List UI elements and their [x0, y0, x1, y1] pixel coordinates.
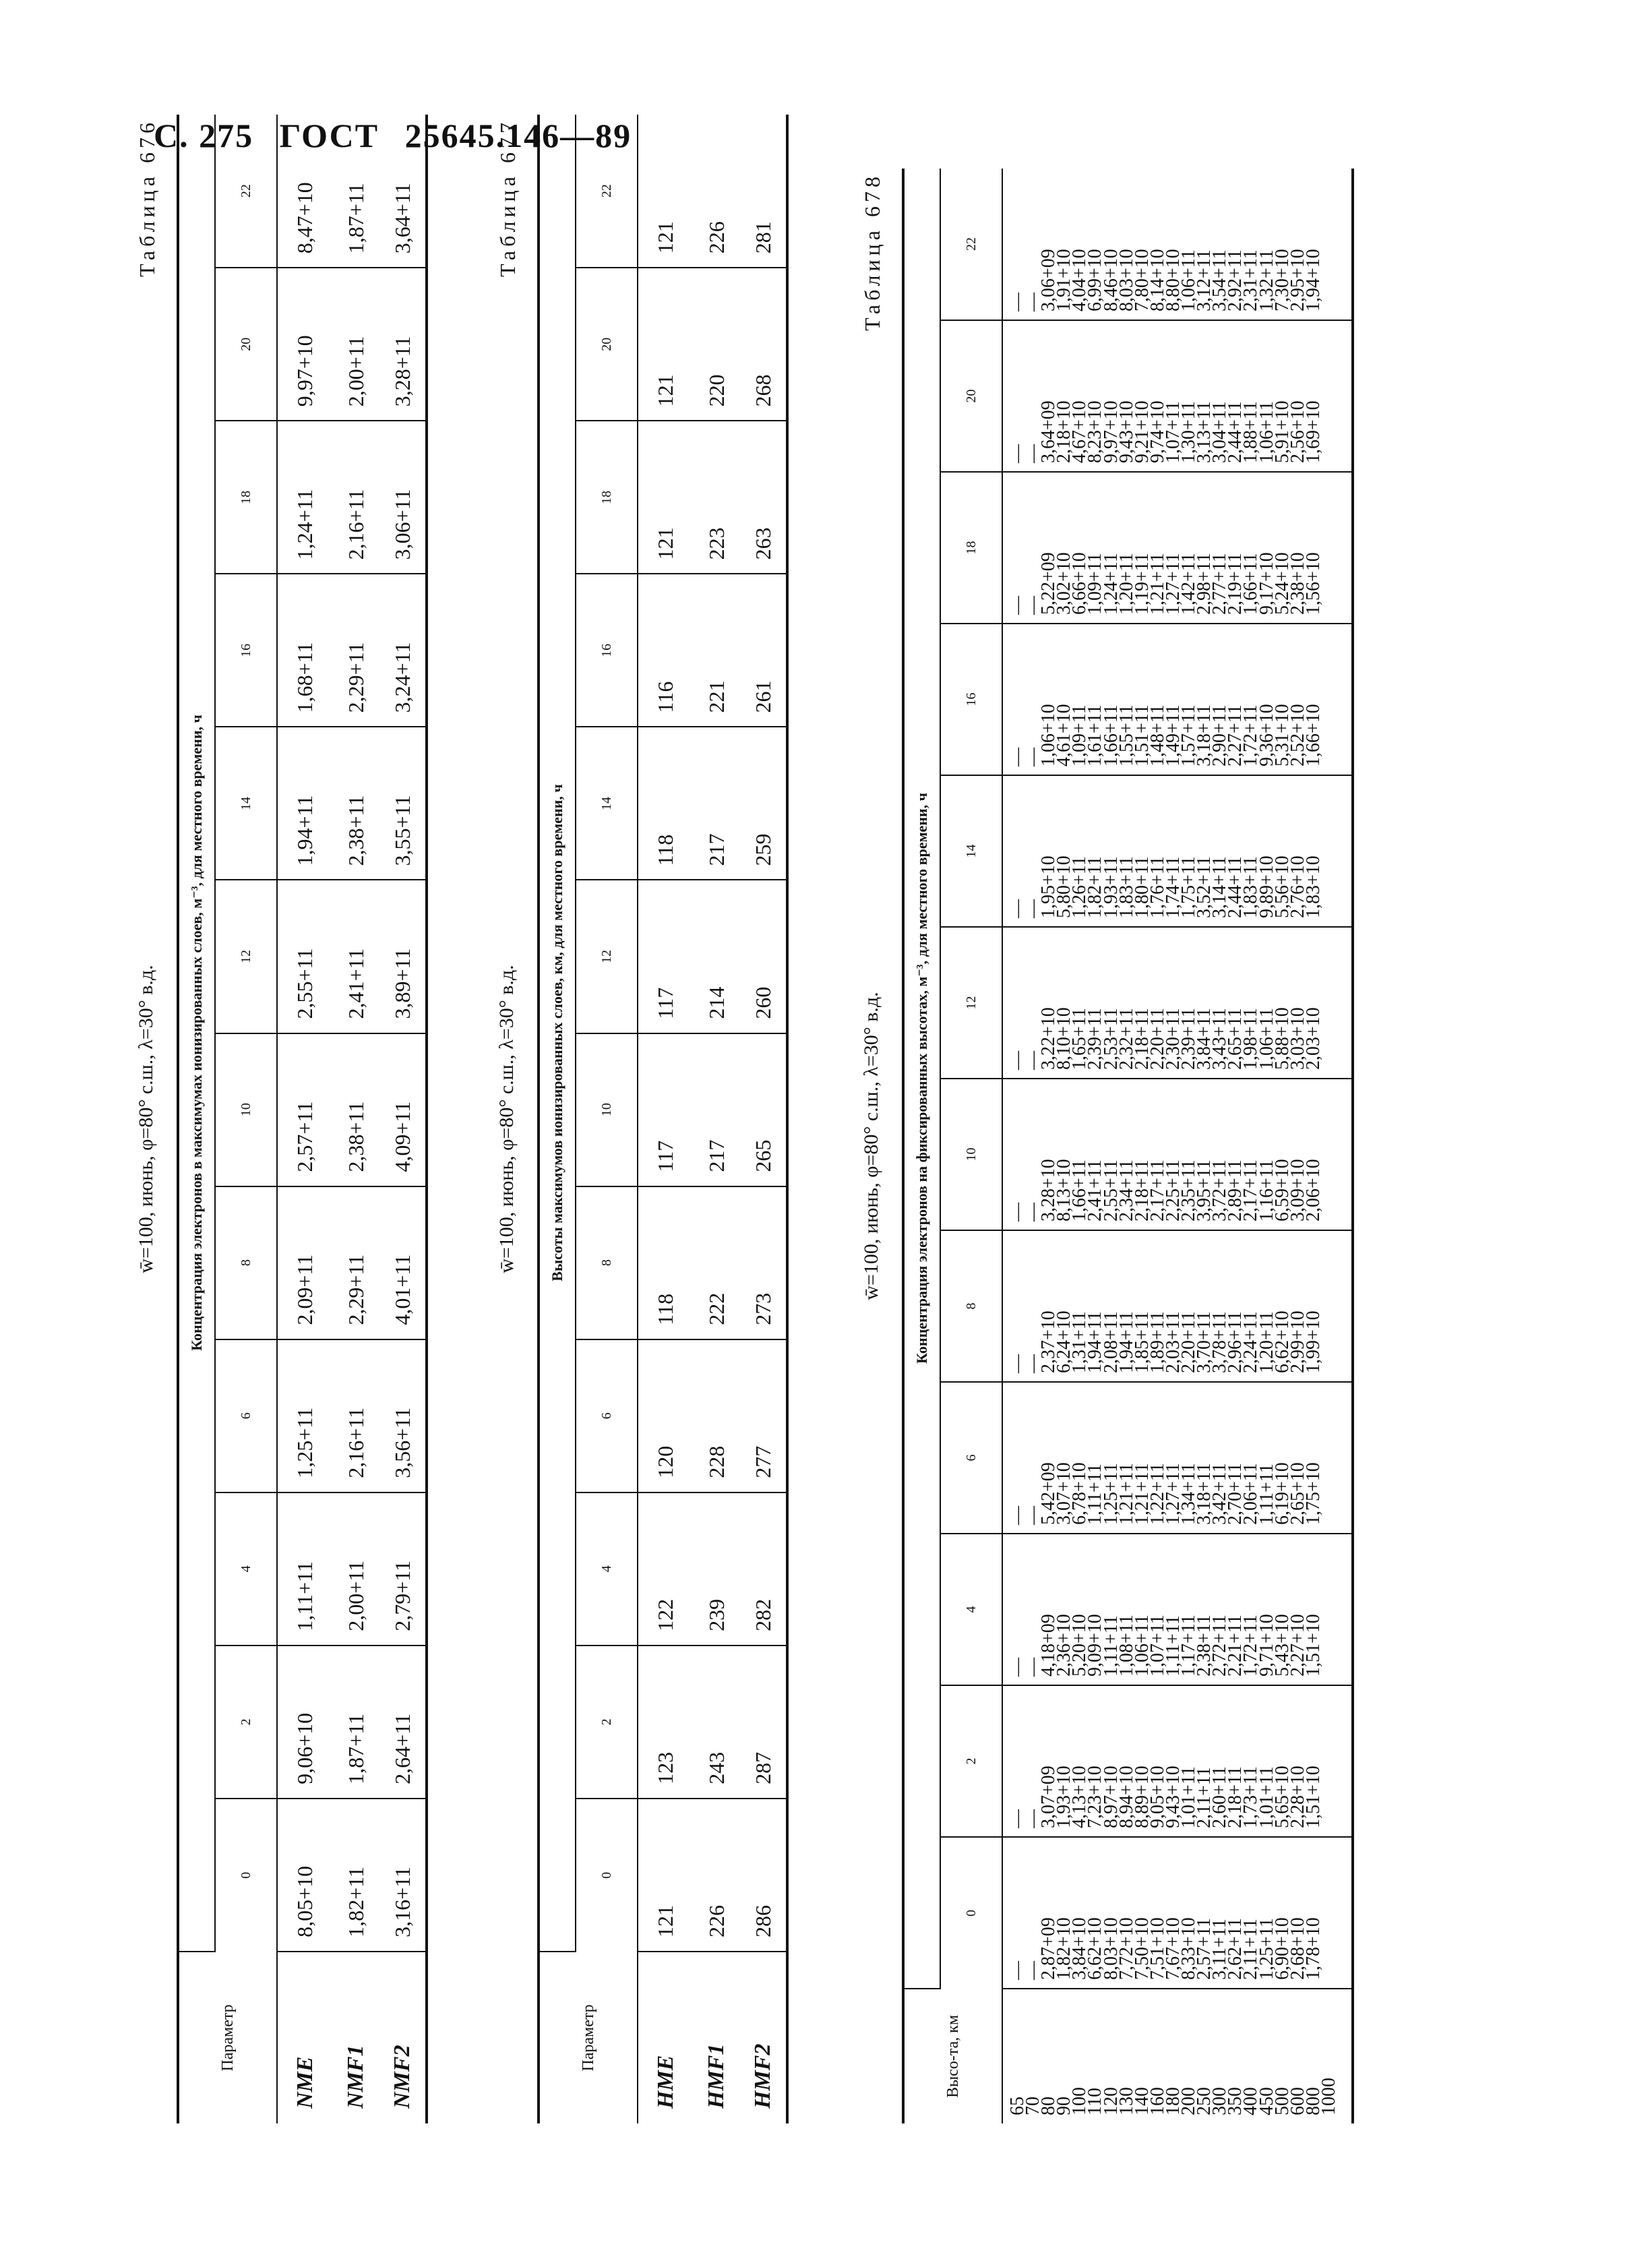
- hour-header: 4: [576, 1492, 638, 1646]
- hour-header: 2: [940, 1685, 1002, 1837]
- table-cell: 4,01+11: [379, 1186, 427, 1339]
- values-column: — — 2,37+10 6,24+10 1,31+11 1,94+11 2,08+11 1,94+11 1,85+11 1,89+11 2,03+11 2,20+11 3,70+11 3,78+11 2,96+11 2,24+11 1,20+11 6,62+10 2,99+10 1,99+10: [1002, 1230, 1353, 1382]
- group-header: Концентрация электронов в максимумах ионизированных слоев, м⁻³, для местного времени, ч: [178, 115, 215, 1952]
- table-cell: 2,64+11: [379, 1646, 427, 1799]
- table-row: [1002, 169, 1353, 2123]
- table-cell: 1,87+11: [332, 115, 379, 268]
- table-cell: 222: [693, 1186, 740, 1339]
- table-cell: 239: [693, 1492, 740, 1646]
- table-cell: 118: [638, 727, 693, 880]
- hour-header: 12: [215, 880, 277, 1033]
- heights-column: 65 70 80 90 100 110 120 130 140 160 180 200 250 300 350 400 450 500 600 800 1000: [1002, 1989, 1353, 2123]
- table-row: [638, 115, 693, 2123]
- table-cell: 8,05+10: [277, 1799, 332, 1952]
- values-column: — — 5,42+09 3,07+10 6,78+10 1,11+11 1,25+11 1,21+11 1,21+11 1,22+11 1,27+11 1,34+11 3,18+11 3,42+11 2,70+11 2,06+11 1,11+11 6,19+10 2,65+10 1,75+10: [1002, 1382, 1353, 1534]
- data-table: [537, 115, 789, 2123]
- table-cell: 226: [693, 115, 740, 268]
- hour-header: 10: [215, 1033, 277, 1186]
- table-cell: 8,47+10: [277, 115, 332, 268]
- table-cell: 2,79+11: [379, 1492, 427, 1646]
- hour-header: 16: [940, 624, 1002, 775]
- data-table: [902, 169, 1354, 2123]
- param-header: Параметр: [579, 2004, 597, 2072]
- table-cell: 121: [638, 115, 693, 268]
- hour-header: 22: [940, 169, 1002, 320]
- table-cell: 2,55+11: [277, 880, 332, 1033]
- table-cell: 2,38+11: [332, 1033, 379, 1186]
- table-cell: 121: [638, 421, 693, 574]
- hour-header: 6: [940, 1382, 1002, 1534]
- values-column: — — 3,07+09 1,93+10 4,13+10 7,23+10 8,97+10 8,94+10 8,89+10 9,05+10 9,43+10 1,01+11 2,11+11 2,60+11 2,18+11 1,73+11 1,01+11 5,65+10 2,28+10 1,51+10: [1002, 1685, 1353, 1837]
- table-cell: 3,64+11: [379, 115, 427, 268]
- table-cell: 3,89+11: [379, 880, 427, 1033]
- table-cell: 228: [693, 1339, 740, 1492]
- table-cell: 2,16+11: [332, 421, 379, 574]
- table-676: [135, 115, 428, 2123]
- table-title: w̄=100, июнь, φ=80° с.ш., λ=30° в.д.: [860, 992, 882, 1300]
- table-cell: 1,11+11: [277, 1492, 332, 1646]
- table-cell: 1,87+11: [332, 1646, 379, 1799]
- hour-header: 2: [215, 1646, 277, 1799]
- hour-header: 4: [940, 1534, 1002, 1685]
- hour-header: 2: [576, 1646, 638, 1799]
- hour-header: 0: [940, 1837, 1002, 1989]
- table-cell: 121: [638, 1799, 693, 1952]
- values-column: — — 1,06+10 4,61+10 1,09+11 1,61+11 1,66+11 1,55+11 1,51+11 1,48+11 1,49+11 1,57+11 3,18+11 2,90+11 2,27+11 1,72+11 9,36+10 5,31+10 2,52+10 1,66+10: [1002, 624, 1353, 775]
- hour-header: 16: [215, 574, 277, 727]
- table-label: Таблица 676: [135, 119, 159, 277]
- table-cell: 2,16+11: [332, 1339, 379, 1492]
- table-cell: 2,29+11: [332, 574, 379, 727]
- table-row: [740, 115, 787, 2123]
- table-cell: 2,29+11: [332, 1186, 379, 1339]
- table-cell: 1,24+11: [277, 421, 332, 574]
- table-cell: 268: [740, 268, 787, 421]
- hour-header: 8: [215, 1186, 277, 1339]
- table-cell: 1,94+11: [277, 727, 332, 880]
- table-cell: 118: [638, 1186, 693, 1339]
- table-title: w̄=100, июнь, φ=80° с.ш., λ=30° в.д.: [135, 965, 157, 1273]
- hour-header: 8: [940, 1230, 1002, 1382]
- table-cell: 287: [740, 1646, 787, 1799]
- table-row: [332, 115, 379, 2123]
- table-cell: 3,55+11: [379, 727, 427, 880]
- hour-header: 0: [576, 1799, 638, 1952]
- table-label: Таблица 678: [860, 173, 884, 331]
- data-table: [177, 115, 428, 2123]
- values-column: — — 1,95+10 5,80+10 1,26+11 1,82+11 1,93+11 1,83+11 1,80+11 1,76+11 1,74+11 1,75+11 3,52+11 3,14+11 2,44+11 1,83+11 9,89+10 5,56+10 2,76+10 1,83+10: [1002, 775, 1353, 927]
- table-cell: 9,06+10: [277, 1646, 332, 1799]
- table-cell: 3,06+11: [379, 421, 427, 574]
- hour-header: 14: [940, 775, 1002, 927]
- table-label: Таблица 677: [495, 119, 520, 277]
- table-cell: 117: [638, 880, 693, 1033]
- hour-header: 12: [940, 927, 1002, 1079]
- page-number: С. 275: [154, 117, 254, 154]
- table-cell: 221: [693, 574, 740, 727]
- table-cell: 260: [740, 880, 787, 1033]
- values-column: — — 5,22+09 3,02+10 6,66+10 1,09+11 1,24+11 1,20+11 1,19+11 1,21+11 1,27+11 1,42+11 2,98+11 2,77+11 2,19+11 1,66+11 9,17+10 5,24+10 2,38+10 1,56+10: [1002, 472, 1353, 624]
- table-cell: 286: [740, 1799, 787, 1952]
- gost-label: ГОСТ: [279, 117, 379, 154]
- hour-header: 0: [215, 1799, 277, 1952]
- hour-header: 10: [576, 1033, 638, 1186]
- table-cell: 2,57+11: [277, 1033, 332, 1186]
- table-title: w̄=100, июнь, φ=80° с.ш., λ=30° в.д.: [495, 965, 518, 1273]
- table-cell: 3,28+11: [379, 268, 427, 421]
- table-cell: 122: [638, 1492, 693, 1646]
- hour-header: 4: [215, 1492, 277, 1646]
- table-678: [860, 169, 1354, 2123]
- table-cell: 120: [638, 1339, 693, 1492]
- param-name: NMF2: [390, 2045, 415, 2109]
- table-cell: 2,41+11: [332, 880, 379, 1033]
- values-column: — — 4,18+09 2,36+10 5,20+10 9,09+10 1,11+11 1,08+11 1,06+11 1,07+11 1,11+11 1,17+11 2,38+11 2,72+11 2,21+11 1,72+11 9,71+10 5,43+10 2,27+10 1,51+10: [1002, 1534, 1353, 1685]
- table-row: [277, 115, 332, 2123]
- table-cell: 281: [740, 115, 787, 268]
- table-cell: 1,82+11: [332, 1799, 379, 1952]
- hour-header: 16: [576, 574, 638, 727]
- values-column: — — 3,28+10 8,13+10 1,66+11 2,41+11 2,55+11 2,34+11 2,18+11 2,17+11 2,25+11 2,35+11 3,95+11 3,72+11 2,89+11 2,17+11 1,16+11 6,59+10 3,09+10 2,06+10: [1002, 1079, 1353, 1230]
- table-cell: 3,56+11: [379, 1339, 427, 1492]
- param-name: NMF1: [343, 2045, 368, 2109]
- hour-header: 18: [940, 472, 1002, 624]
- values-column: — — 3,22+10 8,10+10 1,65+11 2,39+11 2,53+11 2,32+11 2,18+11 2,20+11 2,30+11 2,39+11 3,84+11 3,43+11 2,65+11 1,98+11 1,06+11 5,88+10 3,03+10 2,03+10: [1002, 927, 1353, 1079]
- table-cell: 3,16+11: [379, 1799, 427, 1952]
- table-cell: 117: [638, 1033, 693, 1186]
- table-cell: 1,68+11: [277, 574, 332, 727]
- values-column: — — 3,64+09 2,18+10 4,67+10 8,23+10 9,97+10 9,43+10 9,21+10 9,74+10 1,07+11 1,30+11 3,13+11 3,04+11 2,44+11 1,88+11 1,06+11 5,91+10 2,56+10 1,69+10: [1002, 320, 1353, 472]
- param-name: HMF2: [750, 2043, 775, 2109]
- group-header: Высоты максимумов ионизированных слоев, км, для местного времени, ч: [539, 115, 576, 1952]
- hour-header: 20: [576, 268, 638, 421]
- hour-header: 6: [576, 1339, 638, 1492]
- hour-header: 14: [215, 727, 277, 880]
- table-cell: 226: [693, 1799, 740, 1952]
- param-header: Параметр: [218, 2004, 237, 2072]
- table-cell: 217: [693, 727, 740, 880]
- param-name: HME: [638, 1952, 693, 2123]
- gost-number: 25645.146—89: [404, 117, 632, 154]
- table-cell: 261: [740, 574, 787, 727]
- table-cell: 2,00+11: [332, 268, 379, 421]
- param-name: NME: [277, 1952, 332, 2123]
- table-cell: 2,09+11: [277, 1186, 332, 1339]
- table-cell: 3,24+11: [379, 574, 427, 727]
- table-cell: 121: [638, 268, 693, 421]
- table-row: [693, 115, 740, 2123]
- table-cell: 2,38+11: [332, 727, 379, 880]
- hour-header: 22: [215, 115, 277, 268]
- table-cell: 263: [740, 421, 787, 574]
- table-cell: 277: [740, 1339, 787, 1492]
- table-cell: 4,09+11: [379, 1033, 427, 1186]
- table-cell: 214: [693, 880, 740, 1033]
- table-cell: 223: [693, 421, 740, 574]
- hour-header: 14: [576, 727, 638, 880]
- table-cell: 220: [693, 268, 740, 421]
- hour-header: 20: [215, 268, 277, 421]
- table-cell: 273: [740, 1186, 787, 1339]
- table-cell: 1,25+11: [277, 1339, 332, 1492]
- hour-header: 6: [215, 1339, 277, 1492]
- hour-header: 8: [576, 1186, 638, 1339]
- group-header: Концентрация электронов на фиксированных высотах, м⁻³, для местного времени, ч: [903, 169, 940, 1989]
- table-cell: 123: [638, 1646, 693, 1799]
- table-cell: 259: [740, 727, 787, 880]
- table-cell: 243: [693, 1646, 740, 1799]
- table-cell: 2,00+11: [332, 1492, 379, 1646]
- hour-header: 22: [576, 115, 638, 268]
- param-name: HMF1: [704, 2043, 729, 2109]
- values-column: — — 2,87+09 1,82+10 3,84+10 6,62+10 8,03+10 7,72+10 7,50+10 7,51+10 7,67+10 8,33+10 2,57+11 3,11+11 2,62+11 2,11+11 1,25+11 6,90+10 2,68+10 1,78+10: [1002, 1837, 1353, 1989]
- values-column: — — 3,06+09 1,91+10 4,04+10 6,99+10 8,46+10 8,03+10 7,80+10 8,14+10 8,80+10 1,06+11 3,12+11 3,54+11 2,92+11 2,31+11 1,32+11 7,30+10 2,95+10 1,94+10: [1002, 169, 1353, 320]
- table-cell: 9,97+10: [277, 268, 332, 421]
- hour-header: 10: [940, 1079, 1002, 1230]
- hour-header: 18: [576, 421, 638, 574]
- table-cell: 116: [638, 574, 693, 727]
- hour-header: 18: [215, 421, 277, 574]
- table-row: [379, 115, 427, 2123]
- table-cell: 217: [693, 1033, 740, 1186]
- height-header: Высо-та, км: [944, 2014, 962, 2099]
- hour-header: 20: [940, 320, 1002, 472]
- table-cell: 265: [740, 1033, 787, 1186]
- hour-header: 12: [576, 880, 638, 1033]
- table-cell: 282: [740, 1492, 787, 1646]
